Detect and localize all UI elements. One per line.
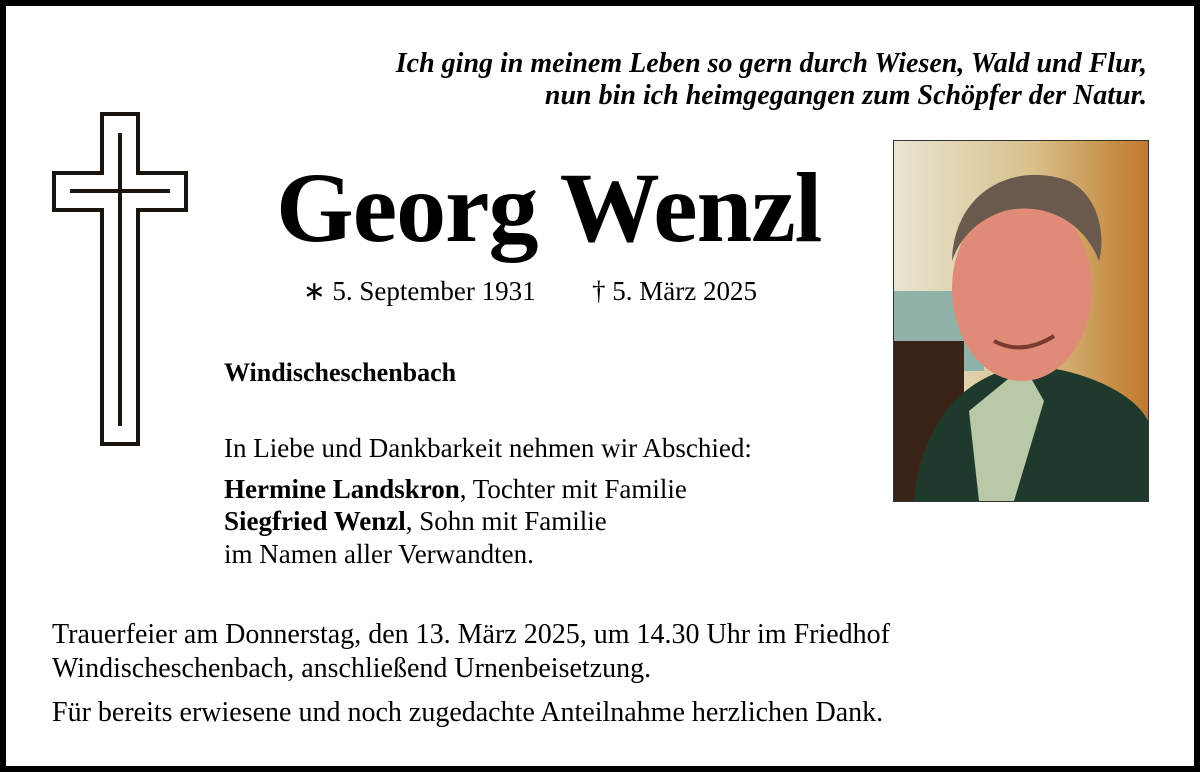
quote-line-2: nun bin ich heimgegangen zum Schöpfer der Natur. xyxy=(544,80,1147,111)
place: Windischeschenbach xyxy=(224,358,457,387)
funeral-line-2: Windischeschenbach, anschließend Urnenbeisetzung. xyxy=(52,653,652,684)
funeral-line-1: Trauerfeier am Donnerstag, den 13. März 2025, um 14.30 Uhr im Friedhof xyxy=(52,619,891,650)
mourner-1: Hermine Landskron, Tochter mit Familie xyxy=(224,474,687,504)
mourners-intro: In Liebe und Dankbarkeit nehmen wir Abschied: xyxy=(224,433,752,463)
deceased-name: Georg Wenzl xyxy=(276,152,822,263)
mourners-closing: im Namen aller Verwandten. xyxy=(224,539,534,569)
quote-line-1: Ich ging in meinem Leben so gern durch Wiesen, Wald und Flur, xyxy=(395,48,1147,79)
thanks-line: Für bereits erwiesene und noch zugedachte Anteilnahme herzlichen Dank. xyxy=(52,697,884,728)
birth-star-icon: ∗ xyxy=(303,276,326,306)
birth-date: ∗ 5. September 1931 xyxy=(303,276,536,306)
mourner-2: Siegfried Wenzl, Sohn mit Familie xyxy=(224,506,607,536)
death-date: † 5. März 2025 xyxy=(592,276,757,306)
dagger-icon: † xyxy=(592,276,606,306)
portrait-photo xyxy=(893,140,1149,502)
cross-icon xyxy=(50,111,192,451)
